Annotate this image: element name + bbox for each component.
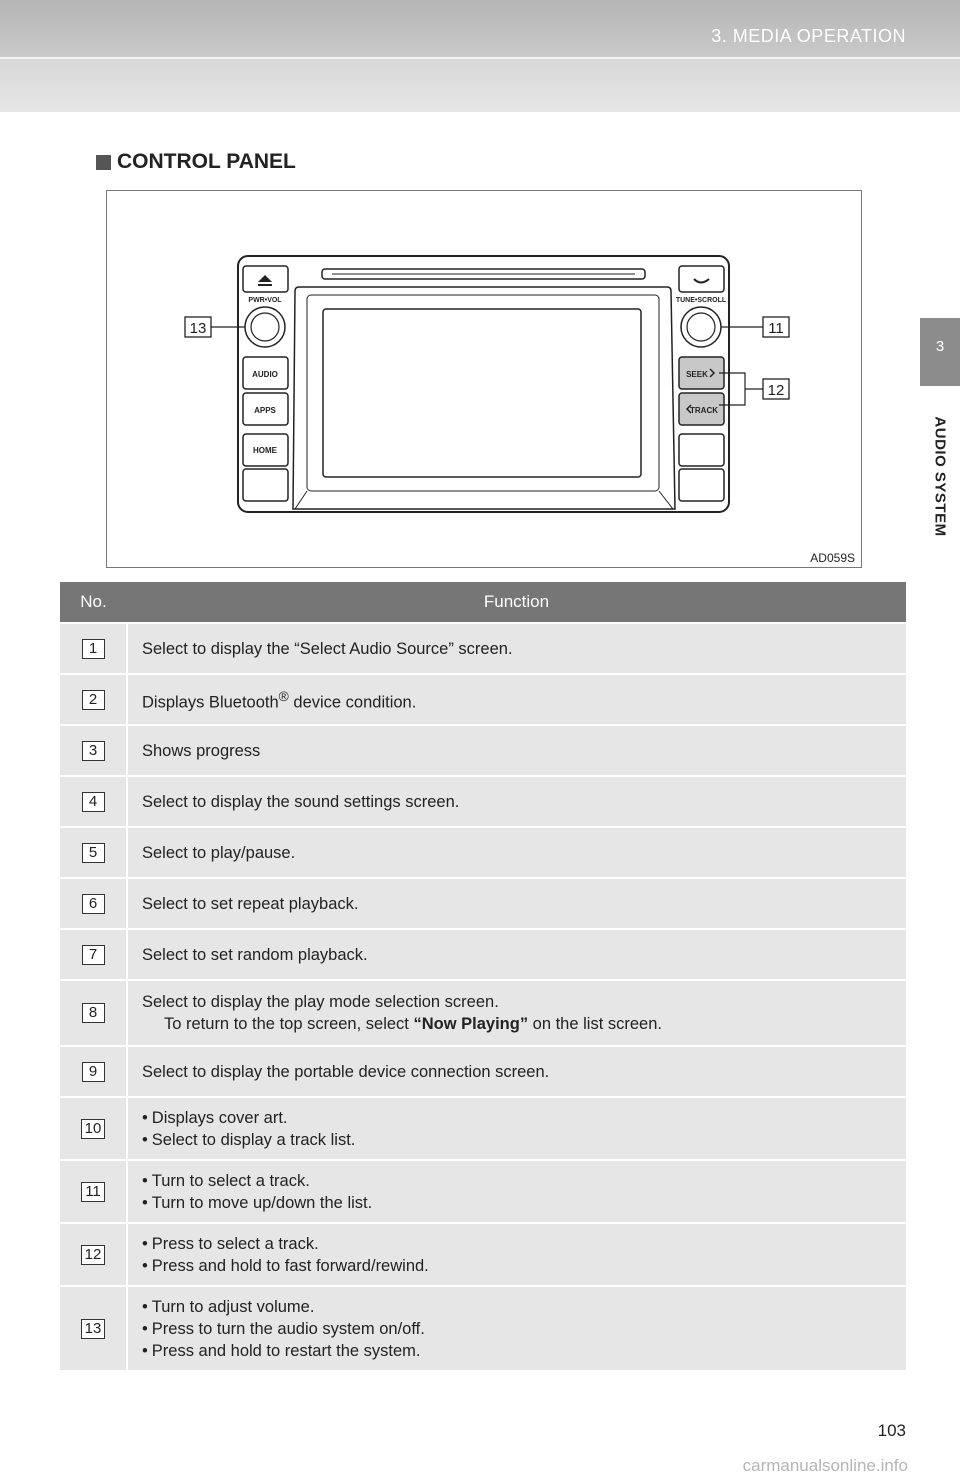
header-section-title: 3. MEDIA OPERATION [711, 26, 906, 46]
phone-button [679, 266, 724, 292]
row-description: Displays Bluetooth® device condition. [127, 674, 906, 725]
svg-text:12: 12 [767, 382, 785, 399]
row-description: Select to set repeat playback. [127, 878, 906, 929]
blank-left-button [243, 469, 288, 501]
section-title-text: CONTROL PANEL [117, 150, 296, 173]
row-number: 11 [81, 1182, 105, 1202]
function-table [60, 582, 906, 1370]
svg-text:TRACK: TRACK [690, 406, 718, 415]
table-row [60, 827, 906, 878]
row-description: Shows progress [127, 725, 906, 776]
svg-text:11: 11 [768, 320, 784, 337]
chapter-label [920, 392, 960, 560]
row-number: 5 [82, 843, 105, 863]
column-header-function: Function [127, 582, 906, 623]
table-row [60, 878, 906, 929]
square-bullet-icon [96, 155, 111, 170]
row-number: 1 [82, 639, 105, 659]
row-description: • Turn to select a track. • Turn to move up/down the list. [127, 1160, 906, 1223]
chapter-tab [920, 318, 960, 386]
table-row [60, 725, 906, 776]
figure-code: AD059S [810, 551, 855, 565]
row-description: Select to display the portable device connection screen. [127, 1046, 906, 1097]
table-row [60, 623, 906, 674]
control-panel-illustration [107, 191, 861, 567]
header-band [0, 0, 960, 112]
pwr-vol-label: PWR•VOL [248, 297, 282, 304]
svg-text:AUDIO: AUDIO [252, 370, 278, 379]
column-header-no: No. [60, 582, 127, 623]
table-row [60, 1286, 906, 1370]
table-row [60, 674, 906, 725]
svg-text:SEEK: SEEK [686, 370, 708, 379]
row-number: 8 [82, 1003, 105, 1023]
section-title [96, 150, 296, 174]
row-number: 9 [82, 1062, 105, 1082]
row-number: 12 [81, 1245, 106, 1265]
table-row [60, 776, 906, 827]
chapter-label-text: AUDIO SYSTEM [931, 415, 949, 537]
table-row [60, 980, 906, 1046]
row-description: • Turn to adjust volume. • Press to turn the audio system on/off. • Press and hold to restart the system. [127, 1286, 906, 1370]
row-number: 4 [82, 792, 105, 812]
table-row [60, 1160, 906, 1223]
svg-text:13: 13 [189, 320, 207, 337]
row-number: 10 [81, 1119, 106, 1139]
table-row [60, 1097, 906, 1160]
row-number: 7 [82, 945, 105, 965]
svg-text:APPS: APPS [254, 406, 276, 415]
row-description: Select to set random playback. [127, 929, 906, 980]
chapter-number: 3 [935, 338, 945, 355]
control-panel-figure [106, 190, 862, 568]
row-number: 6 [82, 894, 105, 914]
row-description: • Displays cover art. • Select to display a track list. [127, 1097, 906, 1160]
table-row [60, 1223, 906, 1286]
row-number: 13 [81, 1319, 106, 1339]
row-description: Select to play/pause. [127, 827, 906, 878]
row-number: 3 [82, 741, 105, 761]
table-row [60, 929, 906, 980]
blank-right-button-1 [679, 434, 724, 466]
svg-text:HOME: HOME [253, 446, 277, 455]
row-description: Select to display the sound settings screen. [127, 776, 906, 827]
table-header-row [60, 582, 906, 623]
page-number: 103 [877, 1421, 906, 1440]
watermark: carmanualsonline.info [742, 1456, 908, 1475]
header-divider [0, 57, 960, 59]
blank-right-button-2 [679, 469, 724, 501]
tune-scroll-label: TUNE•SCROLL [675, 297, 727, 304]
table-row [60, 1046, 906, 1097]
row-description: • Press to select a track. • Press and hold to fast forward/rewind. [127, 1223, 906, 1286]
row-number: 2 [82, 690, 105, 710]
row-description: Select to display the play mode selection screen. To return to the top screen, select “Now Playing” on the list screen. [127, 980, 906, 1046]
row-description: Select to display the “Select Audio Source” screen. [127, 623, 906, 674]
